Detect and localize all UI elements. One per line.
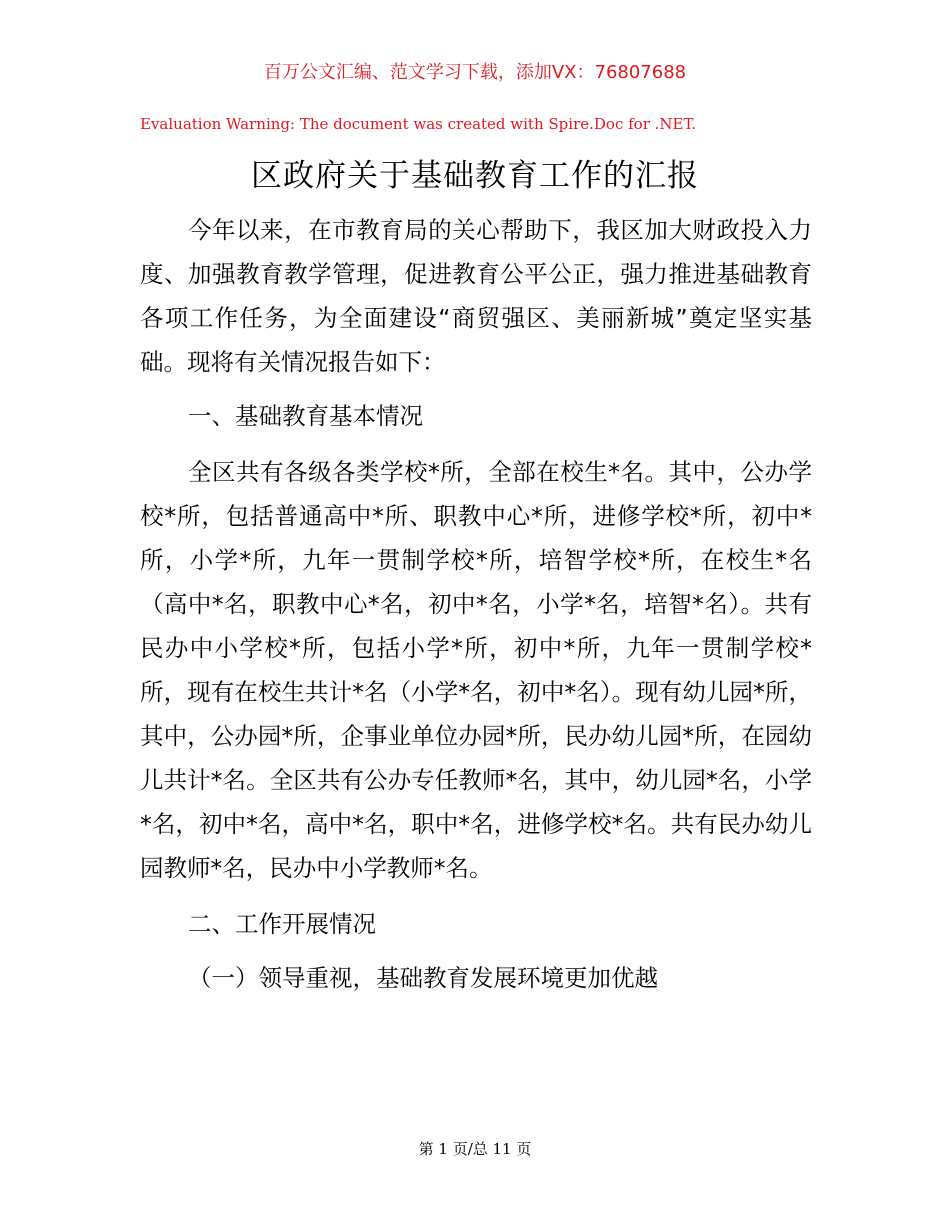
section-1-paragraph: 全区共有各级各类学校*所，全部在校生*名。其中，公办学校*所，包括普通高中*所、职教中心*所，进修学校*所，初中*所，小学*所，九年一贯制学校*所，培智学校*所，在校生*名（高中*名，职教中心*名，初中*名，小学*名，培智*名）。共有民办中小学校*所，包括小学*所，初中*所，九年一贯制学校*所，现有在校生共计*名（小学*名，初中*名）。现有幼儿园*所，其中，公办园*所，企事业单位办园*所，民办幼儿园*所，在园幼儿共计*名。全区共有公办专任教师*名，其中，幼儿园*名，小学*名，初中*名，高中*名，职中*名，进修学校*名。共有民办幼儿园教师*名，民办中小学教师*名。 bbox=[140, 458, 812, 882]
section-heading-2: 二、工作开展情况 bbox=[188, 910, 376, 938]
page-footer: 第 1 页/总 11 页 bbox=[418, 1140, 532, 1158]
subsection-heading-1: （一）领导重视，基础教育发展环境更加优越 bbox=[188, 964, 658, 992]
header-banner: 百万公文汇编、范文学习下载，添加VX：76807688 bbox=[263, 62, 687, 83]
document-body bbox=[140, 208, 812, 1000]
document-title: 区政府关于基础教育工作的汇报 bbox=[251, 158, 699, 194]
section-heading-1: 一、基础教育基本情况 bbox=[188, 402, 423, 430]
intro-paragraph: 今年以来，在市教育局的关心帮助下，我区加大财政投入力度、加强教育教学管理，促进教育公平公正，强力推进基础教育各项工作任务，为全面建设“商贸强区、美丽新城”奠定坚实基础。现将有关情况报告如下： bbox=[140, 216, 812, 376]
evaluation-warning: Evaluation Warning: The document was created with Spire.Doc for .NET. bbox=[140, 115, 697, 133]
